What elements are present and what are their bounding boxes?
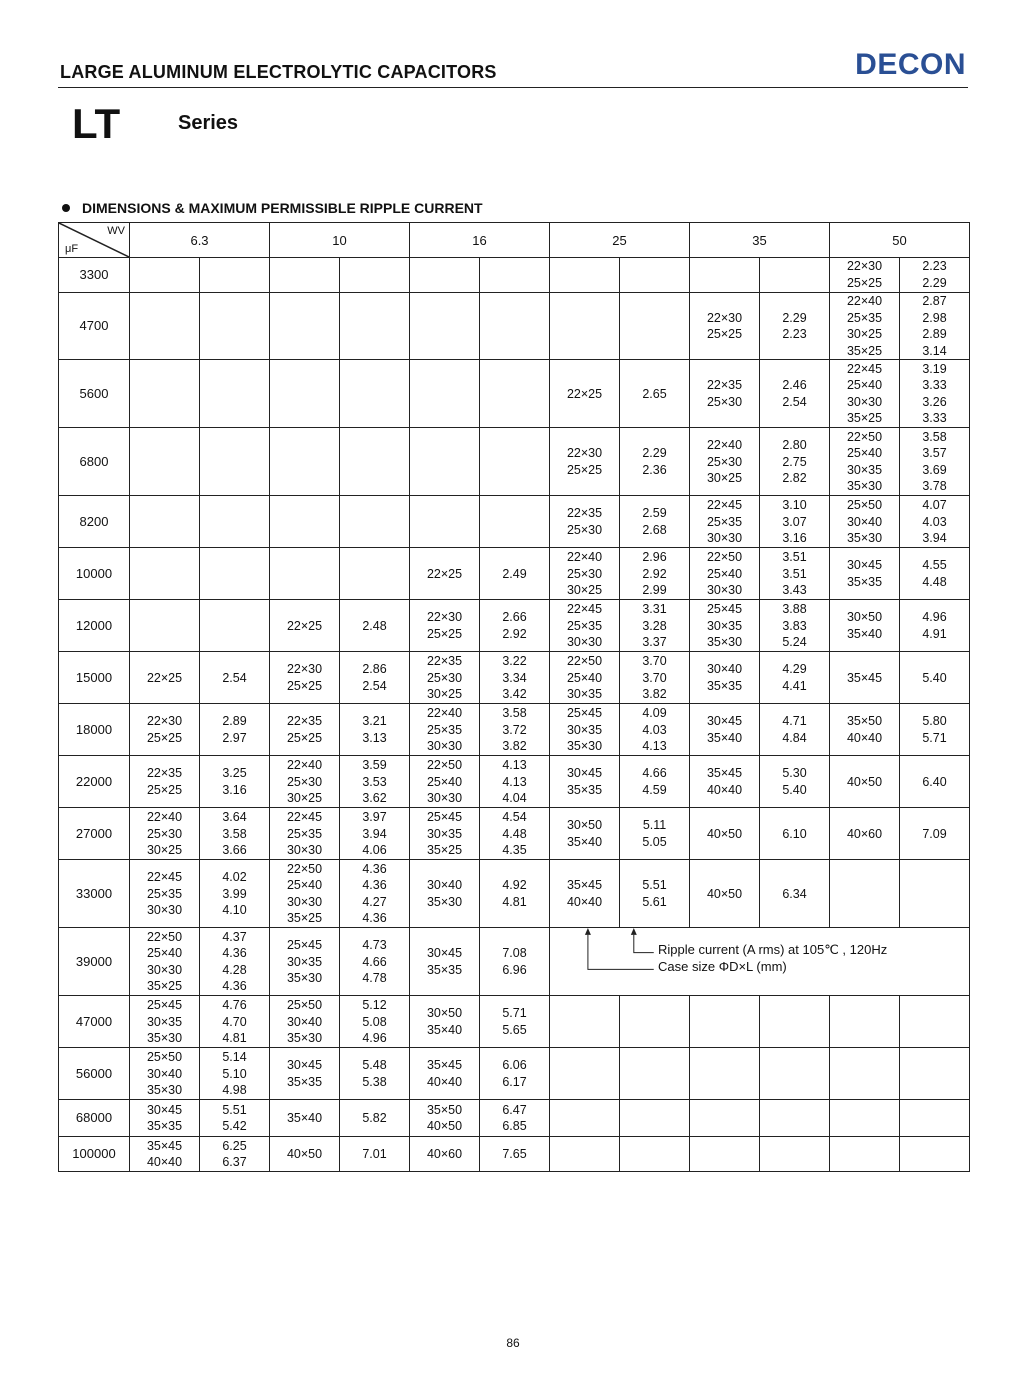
case-size-cell: 30×45 35×35: [130, 1100, 200, 1137]
case-size-cell: [550, 1137, 620, 1172]
ripple-current-cell: [200, 548, 270, 600]
ripple-current-cell: 2.80 2.75 2.82: [760, 428, 830, 496]
case-size-cell: 22×50 25×40 30×30: [410, 756, 480, 808]
ripple-current-cell: [620, 996, 690, 1048]
case-size-cell: [410, 360, 480, 428]
table-row: [59, 756, 970, 808]
capacitance-cell: 39000: [59, 928, 130, 996]
ripple-current-cell: [200, 600, 270, 652]
ripple-current-cell: 5.14 5.10 4.98: [200, 1048, 270, 1100]
case-size-cell: [690, 1137, 760, 1172]
ripple-current-cell: [900, 860, 970, 928]
brand-logo: DECON: [855, 48, 966, 81]
table-row: [59, 652, 970, 704]
ripple-current-cell: 4.37 4.36 4.28 4.36: [200, 928, 270, 996]
case-size-cell: 35×50 40×40: [830, 704, 900, 756]
ripple-current-cell: 3.10 3.07 3.16: [760, 496, 830, 548]
case-size-cell: 30×40 35×35: [690, 652, 760, 704]
ripple-current-cell: [900, 1137, 970, 1172]
capacitance-cell: 18000: [59, 704, 130, 756]
case-size-cell: [830, 1048, 900, 1100]
ripple-current-cell: 3.22 3.34 3.42: [480, 652, 550, 704]
ripple-current-cell: 5.12 5.08 4.96: [340, 996, 410, 1048]
capacitance-cell: 8200: [59, 496, 130, 548]
table-row: [59, 293, 970, 360]
capacitance-cell: 5600: [59, 360, 130, 428]
case-size-cell: 22×25: [550, 360, 620, 428]
case-size-cell: 30×50 35×40: [550, 808, 620, 860]
case-size-cell: 40×50: [270, 1137, 340, 1172]
ripple-current-cell: 3.31 3.28 3.37: [620, 600, 690, 652]
ripple-current-cell: [900, 996, 970, 1048]
case-size-cell: 22×30 25×25: [830, 258, 900, 293]
case-size-cell: 22×35 25×30: [690, 360, 760, 428]
ripple-current-cell: 2.66 2.92: [480, 600, 550, 652]
case-size-cell: 22×30 25×25: [550, 428, 620, 496]
ripple-current-cell: 4.54 4.48 4.35: [480, 808, 550, 860]
ripple-current-cell: 4.92 4.81: [480, 860, 550, 928]
case-size-cell: [550, 258, 620, 293]
ripple-current-cell: 2.54: [200, 652, 270, 704]
case-size-cell: 35×45 40×40: [550, 860, 620, 928]
ripple-current-cell: [760, 1100, 830, 1137]
case-size-cell: [270, 258, 340, 293]
case-size-cell: 25×45 30×35 35×25: [410, 808, 480, 860]
case-size-cell: [690, 1100, 760, 1137]
case-size-cell: 30×45 35×35: [410, 928, 480, 996]
case-size-cell: [830, 860, 900, 928]
ripple-current-cell: 6.34: [760, 860, 830, 928]
ripple-current-cell: [200, 428, 270, 496]
capacitance-cell: 27000: [59, 808, 130, 860]
ripple-current-cell: 6.40: [900, 756, 970, 808]
case-size-cell: 30×45 35×35: [830, 548, 900, 600]
ripple-current-cell: 2.86 2.54: [340, 652, 410, 704]
ripple-current-cell: 5.51 5.42: [200, 1100, 270, 1137]
ripple-current-cell: [340, 360, 410, 428]
case-size-cell: [130, 258, 200, 293]
capacitance-cell: 6800: [59, 428, 130, 496]
case-size-cell: 22×40 25×30 30×25: [690, 428, 760, 496]
capacitance-cell: 3300: [59, 258, 130, 293]
ripple-current-cell: 5.30 5.40: [760, 756, 830, 808]
case-size-cell: [830, 1137, 900, 1172]
case-size-cell: 22×40 25×35 30×25 35×25: [830, 293, 900, 360]
ripple-current-cell: 7.08 6.96: [480, 928, 550, 996]
ripple-current-cell: 6.06 6.17: [480, 1048, 550, 1100]
table-row: [59, 548, 970, 600]
case-size-cell: 22×35 25×25: [270, 704, 340, 756]
ripple-current-cell: [480, 496, 550, 548]
table-row: [59, 860, 970, 928]
case-size-cell: 30×50 35×40: [830, 600, 900, 652]
case-size-cell: [410, 258, 480, 293]
case-size-cell: 35×50 40×50: [410, 1100, 480, 1137]
ripple-current-cell: 2.46 2.54: [760, 360, 830, 428]
case-size-cell: [550, 1048, 620, 1100]
capacitance-cell: 22000: [59, 756, 130, 808]
case-size-cell: 22×30 25×25: [410, 600, 480, 652]
capacitance-cell: 33000: [59, 860, 130, 928]
ripple-current-cell: 4.36 4.36 4.27 4.36: [340, 860, 410, 928]
case-size-cell: 35×45 40×40: [690, 756, 760, 808]
case-size-cell: 40×50: [690, 808, 760, 860]
ripple-current-cell: 4.13 4.13 4.04: [480, 756, 550, 808]
case-size-cell: 40×50: [830, 756, 900, 808]
ripple-current-cell: 7.65: [480, 1137, 550, 1172]
table-row: [59, 928, 970, 996]
case-size-cell: 22×30 25×25: [130, 704, 200, 756]
page-title: LARGE ALUMINUM ELECTROLYTIC CAPACITORS: [60, 62, 497, 82]
ripple-current-cell: 5.51 5.61: [620, 860, 690, 928]
case-size-cell: 22×25: [270, 600, 340, 652]
case-size-cell: 22×50 25×40 30×30: [690, 548, 760, 600]
ripple-current-cell: 5.80 5.71: [900, 704, 970, 756]
legend-cell: [550, 928, 970, 996]
ripple-current-cell: [760, 996, 830, 1048]
ripple-current-cell: [200, 258, 270, 293]
voltage-header: 10: [270, 223, 410, 258]
table-row: [59, 808, 970, 860]
case-size-cell: 22×35 25×30: [550, 496, 620, 548]
table-row: [59, 600, 970, 652]
case-size-cell: 22×50 25×40 30×35 35×30: [830, 428, 900, 496]
ripple-current-cell: 2.87 2.98 2.89 3.14: [900, 293, 970, 360]
ripple-current-cell: 6.10: [760, 808, 830, 860]
ripple-current-cell: 4.76 4.70 4.81: [200, 996, 270, 1048]
ripple-current-cell: 4.07 4.03 3.94: [900, 496, 970, 548]
table-corner-header: [59, 223, 130, 258]
ripple-current-cell: 2.29 2.36: [620, 428, 690, 496]
case-size-cell: [270, 548, 340, 600]
header-divider: [58, 87, 968, 88]
ripple-current-cell: 3.19 3.33 3.26 3.33: [900, 360, 970, 428]
case-size-cell: 22×25: [410, 548, 480, 600]
table-row: [59, 496, 970, 548]
case-size-cell: 22×40 25×30 30×25: [130, 808, 200, 860]
case-size-cell: [130, 548, 200, 600]
case-size-cell: [270, 428, 340, 496]
case-size-cell: 35×40: [270, 1100, 340, 1137]
case-size-cell: [550, 1100, 620, 1137]
ripple-current-cell: 3.64 3.58 3.66: [200, 808, 270, 860]
ripple-current-cell: 2.59 2.68: [620, 496, 690, 548]
ripple-current-cell: 3.21 3.13: [340, 704, 410, 756]
case-size-cell: 30×45 35×40: [690, 704, 760, 756]
case-size-cell: [270, 496, 340, 548]
case-size-cell: [830, 996, 900, 1048]
ripple-current-cell: [900, 1100, 970, 1137]
voltage-header: 50: [830, 223, 970, 258]
ripple-current-cell: 3.58 3.72 3.82: [480, 704, 550, 756]
case-size-cell: 25×45 30×35 35×30: [130, 996, 200, 1048]
voltage-header: 25: [550, 223, 690, 258]
ripple-current-cell: 2.29 2.23: [760, 293, 830, 360]
table-row: [59, 360, 970, 428]
case-size-cell: 22×45 25×35 30×30: [130, 860, 200, 928]
ripple-current-cell: 4.71 4.84: [760, 704, 830, 756]
ripple-current-cell: 2.48: [340, 600, 410, 652]
capacitance-cell: 47000: [59, 996, 130, 1048]
ripple-current-cell: [760, 1048, 830, 1100]
case-size-cell: 22×35 25×25: [130, 756, 200, 808]
case-size-cell: 30×45 35×35: [550, 756, 620, 808]
case-size-cell: 40×50: [690, 860, 760, 928]
case-size-cell: [130, 293, 200, 360]
case-size-cell: [410, 496, 480, 548]
case-size-cell: [410, 428, 480, 496]
ripple-current-cell: [340, 258, 410, 293]
page-number: 86: [506, 1336, 520, 1350]
ripple-current-cell: [620, 258, 690, 293]
table-row: [59, 704, 970, 756]
ripple-current-cell: [480, 258, 550, 293]
case-size-cell: 40×60: [410, 1137, 480, 1172]
ripple-current-cell: [340, 496, 410, 548]
ripple-current-cell: 3.59 3.53 3.62: [340, 756, 410, 808]
case-size-cell: 22×50 25×40 30×30 35×25: [130, 928, 200, 996]
case-size-cell: 40×60: [830, 808, 900, 860]
case-size-cell: [270, 293, 340, 360]
case-size-cell: 22×50 25×40 30×35: [550, 652, 620, 704]
table-row: [59, 996, 970, 1048]
case-size-cell: 25×45 30×35 35×30: [690, 600, 760, 652]
case-size-cell: [130, 428, 200, 496]
voltage-header: 16: [410, 223, 550, 258]
capacitance-cell: 10000: [59, 548, 130, 600]
ripple-current-cell: 5.11 5.05: [620, 808, 690, 860]
series-code: LT: [72, 100, 121, 147]
case-size-cell: 22×35 25×30 30×25: [410, 652, 480, 704]
table-row: [59, 258, 970, 293]
ripple-current-cell: 6.47 6.85: [480, 1100, 550, 1137]
case-size-cell: 22×40 25×35 30×30: [410, 704, 480, 756]
ripple-current-cell: 4.09 4.03 4.13: [620, 704, 690, 756]
ripple-current-cell: [340, 548, 410, 600]
ripple-current-cell: 5.71 5.65: [480, 996, 550, 1048]
ripple-current-cell: 2.89 2.97: [200, 704, 270, 756]
case-size-cell: [830, 1100, 900, 1137]
case-size-cell: 35×45 40×40: [410, 1048, 480, 1100]
voltage-header: 35: [690, 223, 830, 258]
section-heading: [62, 200, 483, 216]
section-heading-text: DIMENSIONS & MAXIMUM PERMISSIBLE RIPPLE CURRENT: [82, 200, 483, 216]
capacitance-cell: 56000: [59, 1048, 130, 1100]
ripple-current-cell: [620, 1100, 690, 1137]
table-row: [59, 1100, 970, 1137]
case-size-cell: [690, 996, 760, 1048]
ripple-current-cell: [480, 428, 550, 496]
ripple-current-cell: 4.96 4.91: [900, 600, 970, 652]
ripple-current-cell: 5.82: [340, 1100, 410, 1137]
ripple-current-cell: 4.55 4.48: [900, 548, 970, 600]
ripple-current-cell: 2.23 2.29: [900, 258, 970, 293]
ripple-current-cell: 3.88 3.83 5.24: [760, 600, 830, 652]
case-size-cell: [130, 496, 200, 548]
case-size-cell: [550, 293, 620, 360]
ripple-current-cell: 2.65: [620, 360, 690, 428]
ripple-current-cell: 2.96 2.92 2.99: [620, 548, 690, 600]
ripple-current-cell: [480, 293, 550, 360]
ripple-current-cell: 4.29 4.41: [760, 652, 830, 704]
ripple-current-cell: [340, 428, 410, 496]
case-size-cell: 30×40 35×30: [410, 860, 480, 928]
case-size-cell: 22×45 25×40 30×30 35×25: [830, 360, 900, 428]
voltage-header: 6.3: [130, 223, 270, 258]
case-size-cell: [410, 293, 480, 360]
ripple-current-cell: 4.02 3.99 4.10: [200, 860, 270, 928]
case-size-cell: 25×50 30×40 35×30: [130, 1048, 200, 1100]
case-size-cell: [690, 1048, 760, 1100]
case-size-cell: 22×45 25×35 30×30: [270, 808, 340, 860]
ripple-current-cell: [200, 293, 270, 360]
case-size-cell: 22×40 25×30 30×25: [550, 548, 620, 600]
case-size-cell: [270, 360, 340, 428]
ripple-current-cell: [900, 1048, 970, 1100]
ripple-current-cell: [760, 1137, 830, 1172]
table-row: [59, 428, 970, 496]
case-size-cell: 30×45 35×35: [270, 1048, 340, 1100]
case-size-cell: 22×40 25×30 30×25: [270, 756, 340, 808]
case-size-cell: 22×30 25×25: [270, 652, 340, 704]
ripple-current-cell: [620, 293, 690, 360]
ripple-current-cell: [480, 360, 550, 428]
ripple-current-cell: 2.49: [480, 548, 550, 600]
ripple-current-cell: 4.66 4.59: [620, 756, 690, 808]
ripple-current-cell: [620, 1137, 690, 1172]
corner-wv-label: WV: [107, 225, 125, 237]
ripple-current-cell: [760, 258, 830, 293]
case-size-cell: 22×30 25×25: [690, 293, 760, 360]
ripple-current-cell: 3.97 3.94 4.06: [340, 808, 410, 860]
ripple-current-cell: 3.51 3.51 3.43: [760, 548, 830, 600]
capacitance-cell: 4700: [59, 293, 130, 360]
series-label: Series: [178, 112, 239, 134]
case-size-cell: [690, 258, 760, 293]
case-size-cell: 35×45 40×40: [130, 1137, 200, 1172]
corner-uf-label: μF: [65, 243, 79, 255]
case-size-cell: 22×25: [130, 652, 200, 704]
ripple-current-cell: 7.01: [340, 1137, 410, 1172]
capacitance-cell: 15000: [59, 652, 130, 704]
ripple-current-cell: 3.70 3.70 3.82: [620, 652, 690, 704]
ripple-current-cell: [340, 293, 410, 360]
capacitance-cell: 100000: [59, 1137, 130, 1172]
ripple-current-cell: 3.58 3.57 3.69 3.78: [900, 428, 970, 496]
case-size-cell: 25×50 30×40 35×30: [270, 996, 340, 1048]
ripple-current-cell: [620, 1048, 690, 1100]
ripple-current-cell: 4.73 4.66 4.78: [340, 928, 410, 996]
ripple-current-cell: 3.25 3.16: [200, 756, 270, 808]
legend-ripple-text: Ripple current (A rms) at 105℃ , 120Hz: [658, 942, 888, 958]
case-size-cell: 22×45 25×35 30×30: [550, 600, 620, 652]
case-size-cell: 25×45 30×35 35×30: [550, 704, 620, 756]
ripple-current-cell: 5.48 5.38: [340, 1048, 410, 1100]
case-size-cell: [550, 996, 620, 1048]
ripple-current-cell: 5.40: [900, 652, 970, 704]
case-size-cell: 35×45: [830, 652, 900, 704]
ripple-current-cell: [200, 496, 270, 548]
table-row: [59, 1048, 970, 1100]
dimensions-ripple-table: [58, 222, 970, 1172]
case-size-cell: [130, 600, 200, 652]
case-size-cell: [130, 360, 200, 428]
ripple-current-cell: [200, 360, 270, 428]
bullet-icon: [62, 204, 70, 212]
case-size-cell: 30×50 35×40: [410, 996, 480, 1048]
ripple-current-cell: 7.09: [900, 808, 970, 860]
case-size-cell: 22×50 25×40 30×30 35×25: [270, 860, 340, 928]
table-row: [59, 1137, 970, 1172]
ripple-current-cell: 6.25 6.37: [200, 1137, 270, 1172]
legend-case-text: Case size ΦD×L (mm): [658, 959, 787, 975]
case-size-cell: 25×50 30×40 35×30: [830, 496, 900, 548]
case-size-cell: 22×45 25×35 30×30: [690, 496, 760, 548]
capacitance-cell: 68000: [59, 1100, 130, 1137]
case-size-cell: 25×45 30×35 35×30: [270, 928, 340, 996]
capacitance-cell: 12000: [59, 600, 130, 652]
